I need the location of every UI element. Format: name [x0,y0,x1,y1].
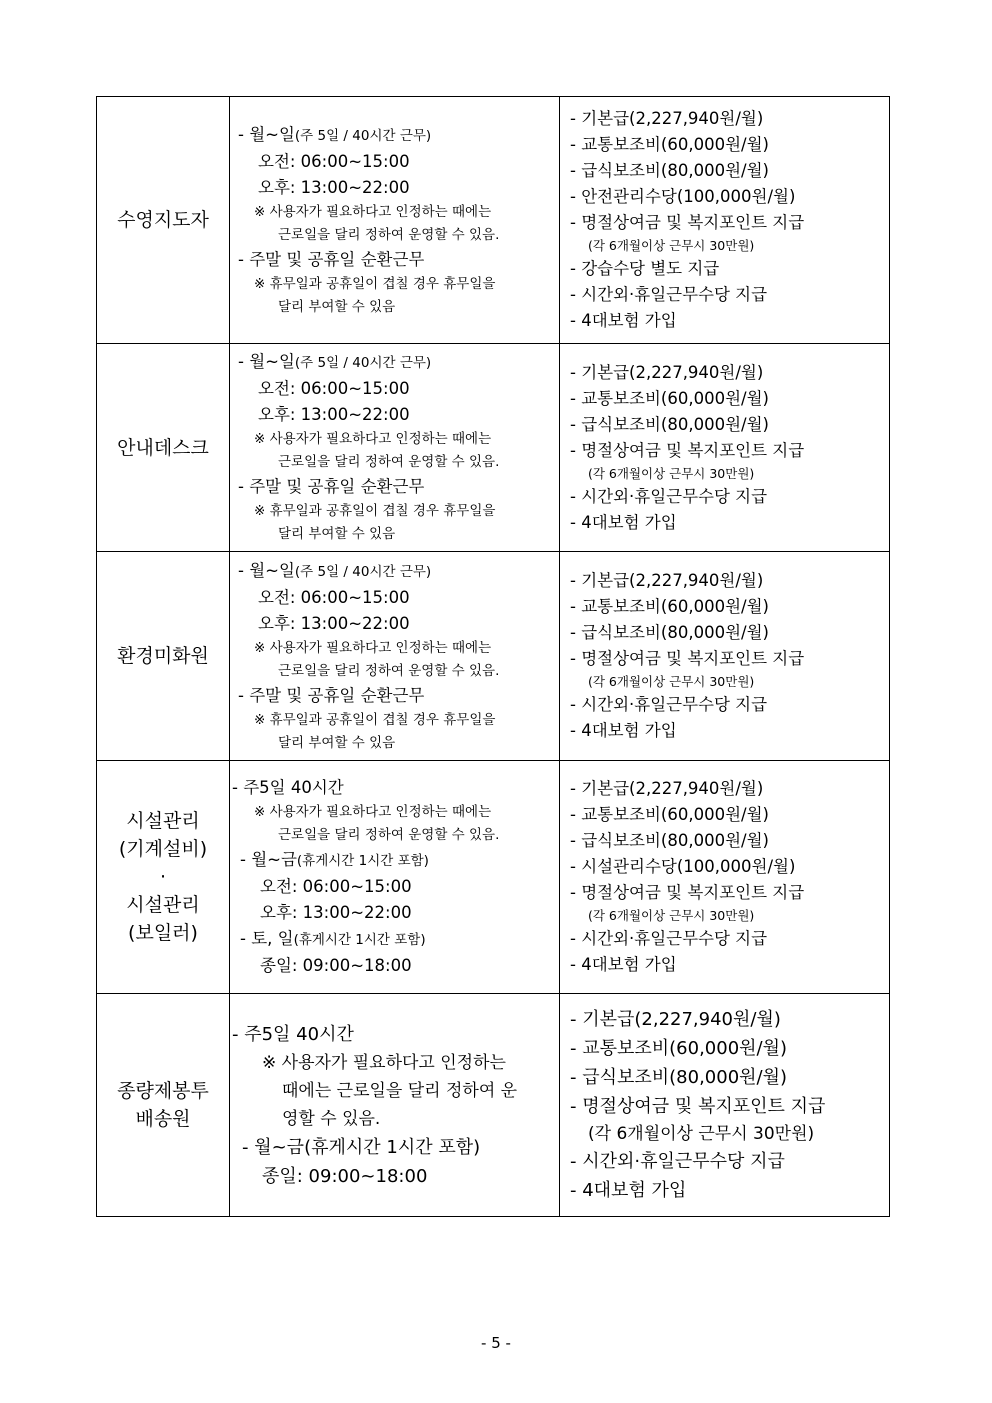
hours-note: ※ 사용자가 필요하다고 인정하는 때에는 [254,203,492,220]
benefit-line: - 강습수당 별도 지급 [570,259,720,278]
work-hours-cell [230,97,560,344]
role-label: 수영지도자 [117,209,209,231]
role-cell [97,552,230,761]
table-row [97,994,890,1217]
hours-line: - 월~금(휴게시간 1시간 포함) [240,850,429,869]
hours-line: - 주말 및 공휴일 순환근무 [238,477,425,496]
benefit-line: - 시간외·휴일근무수당 지급 [570,929,768,948]
role-cell [97,344,230,552]
hours-line: - 주5일 40시간 [232,778,344,797]
benefit-line: - 명절상여금 및 복지포인트 지급 [570,440,805,460]
benefits-cell [560,552,890,761]
benefit-line: - 교통보조비(60,000원/월) [570,1038,788,1059]
hours-line: 오후: 13:00~22:00 [258,405,410,424]
benefit-note: (각 6개월이상 근무시 30만원) [588,1124,815,1144]
hours-line: 오전: 06:00~15:00 [258,151,410,171]
benefits-cell [560,994,890,1217]
hours-note: 근로일을 달리 정하여 운영할 수 있음. [278,226,500,243]
benefit-line: - 교통보조비(60,000원/월) [570,597,769,616]
hours-line: - 월~금(휴게시간 1시간 포함) [242,1136,481,1158]
hours-line: - 토, 일(휴게시간 1시간 포함) [240,929,426,948]
benefit-note: (각 6개월이상 근무시 30만원) [588,465,755,481]
hours-line: - 주말 및 공휴일 순환근무 [238,685,425,705]
role-label: 시설관리 [126,810,200,832]
benefit-line: - 급식보조비(80,000원/월) [570,161,769,180]
hours-note: 달리 부여할 수 있음 [278,526,396,542]
benefit-line: - 교통보조비(60,000원/월) [570,388,769,408]
hours-line: - 월~일(주 5일 / 40시간 근무) [238,124,432,144]
hours-note: 근로일을 달리 정하여 운영할 수 있음. [278,454,500,470]
role-label: 안내데스크 [117,436,209,459]
hours-line: 오전: 06:00~15:00 [260,877,412,896]
hours-note: ※ 사용자가 필요하다고 인정하는 때에는 [254,431,492,447]
hours-line: - 월~일(주 5일 / 40시간 근무) [238,352,432,371]
benefit-line: - 시설관리수당(100,000원/월) [570,857,796,876]
hours-line: 오전: 06:00~15:00 [258,587,410,607]
benefits-cell [560,97,890,344]
benefit-line: - 명절상여금 및 복지포인트 지급 [570,1096,826,1117]
hours-line: 오후: 13:00~22:00 [258,177,410,197]
role-label: 배송원 [135,1108,191,1130]
benefit-line: - 4대보험 가입 [570,1180,687,1201]
benefit-line: - 기본급(2,227,940원/월) [570,1009,781,1030]
hours-note: 영할 수 있음. [282,1108,381,1129]
benefits-cell [560,344,890,552]
hours-line: 오전: 06:00~15:00 [258,379,410,398]
hours-note: 때에는 근로일을 달리 정하여 운 [282,1080,518,1101]
role-cell [97,97,230,344]
benefit-line: - 급식보조비(80,000원/월) [570,1067,788,1088]
benefit-line: - 교통보조비(60,000원/월) [570,805,769,824]
role-label: 시설관리 [126,894,200,916]
hours-line: - 주5일 40시간 [232,1023,354,1045]
benefit-line: - 안전관리수당(100,000원/월) [570,187,796,206]
benefit-line: - 명절상여금 및 복지포인트 지급 [570,883,805,902]
role-label: 환경미화원 [117,645,209,667]
benefit-line: - 기본급(2,227,940원/월) [570,362,764,382]
benefit-note: (각 6개월이상 근무시 30만원) [588,908,755,923]
hours-note: ※ 사용자가 필요하다고 인정하는 [262,1052,506,1073]
hours-line: - 주말 및 공휴일 순환근무 [238,249,425,269]
role-label: · [159,866,167,888]
hours-note: ※ 휴무일과 공휴일이 겹칠 경우 휴무일을 [254,503,496,519]
role-label: (보일러) [128,922,198,944]
work-hours-cell [230,552,560,761]
benefit-note: (각 6개월이상 근무시 30만원) [588,674,755,689]
table-row [97,552,890,761]
hours-note: ※ 휴무일과 공휴일이 겹칠 경우 휴무일을 [254,711,496,728]
hours-line: 종일: 09:00~18:00 [260,956,412,975]
benefit-line: - 4대보험 가입 [570,955,677,974]
hours-note: ※ 휴무일과 공휴일이 겹칠 경우 휴무일을 [254,275,496,292]
job-conditions-table [96,96,890,1217]
benefits-cell [560,761,890,994]
role-label: 종량제봉투 [117,1080,209,1102]
benefit-line: - 4대보험 가입 [570,311,677,330]
hours-note: 근로일을 달리 정하여 운영할 수 있음. [278,662,500,679]
role-cell [97,994,230,1217]
table-row [97,761,890,994]
table-row [97,344,890,552]
table-row [97,97,890,344]
hours-note: 달리 부여할 수 있음 [278,298,396,315]
benefit-line: - 시간외·휴일근무수당 지급 [570,486,768,506]
benefit-line: - 시간외·휴일근무수당 지급 [570,1151,785,1172]
benefit-line: - 기본급(2,227,940원/월) [570,779,764,798]
hours-line: 오후: 13:00~22:00 [260,903,412,922]
hours-note: 근로일을 달리 정하여 운영할 수 있음. [278,827,500,843]
hours-note: ※ 사용자가 필요하다고 인정하는 때에는 [254,804,492,820]
hours-line: - 월~일(주 5일 / 40시간 근무) [238,560,432,580]
benefit-note: (각 6개월이상 근무시 30만원) [588,238,755,253]
benefit-line: - 시간외·휴일근무수당 지급 [570,695,768,714]
benefit-line: - 교통보조비(60,000원/월) [570,135,769,154]
benefit-line: - 명절상여금 및 복지포인트 지급 [570,213,805,232]
benefit-line: - 급식보조비(80,000원/월) [570,414,769,434]
benefit-line: - 급식보조비(80,000원/월) [570,831,769,850]
benefit-line: - 명절상여금 및 복지포인트 지급 [570,649,805,668]
role-cell [97,761,230,994]
hours-line: 종일: 09:00~18:00 [262,1165,428,1187]
benefit-line: - 4대보험 가입 [570,721,677,740]
role-label: (기계설비) [118,838,208,860]
benefit-line: - 시간외·휴일근무수당 지급 [570,285,768,304]
hours-line: 오후: 13:00~22:00 [258,613,410,633]
benefit-line: - 기본급(2,227,940원/월) [570,109,764,128]
work-hours-cell [230,994,560,1217]
hours-note: 달리 부여할 수 있음 [278,734,396,751]
page-number: - 5 - [481,1334,511,1352]
benefit-line: - 기본급(2,227,940원/월) [570,571,764,590]
benefit-line: - 4대보험 가입 [570,512,677,532]
benefit-line: - 급식보조비(80,000원/월) [570,623,769,642]
work-hours-cell [230,344,560,552]
work-hours-cell [230,761,560,994]
hours-note: ※ 사용자가 필요하다고 인정하는 때에는 [254,639,492,656]
